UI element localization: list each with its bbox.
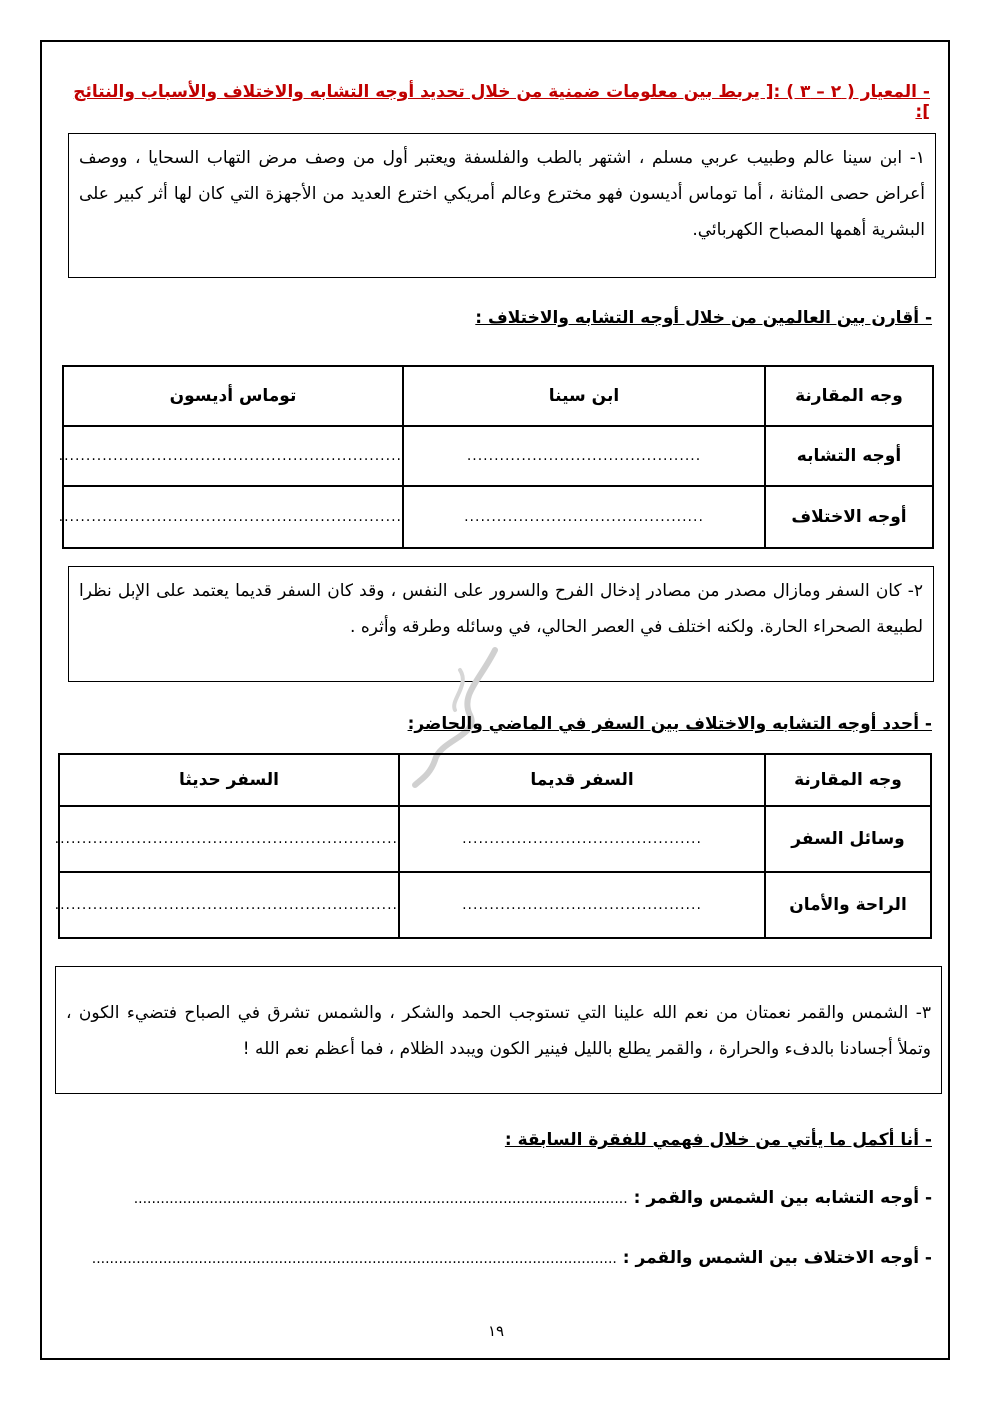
- header-cell: السفر قديما: [399, 754, 765, 806]
- table-row: [63, 486, 933, 548]
- answer-blank[interactable]: ............................................: [403, 486, 765, 548]
- answer-blank[interactable]: ...........................................: [403, 426, 765, 486]
- row-label: أوجه الاختلاف: [765, 486, 933, 548]
- answer-blank[interactable]: ............................................: [399, 872, 765, 938]
- row-label: وسائل السفر: [765, 806, 931, 872]
- header-cell: ابن سينا: [403, 366, 765, 426]
- fill-label: - أوجه الاختلاف بين الشمس والقمر :: [622, 1248, 932, 1268]
- header-cell: توماس أديسون: [63, 366, 403, 426]
- passage-2-text: ٢- كان السفر ومازال مصدر من مصادر إدخال الفرح والسرور على النفس ، وقد كان السفر قديما يعتمد على الإبل نظرا لطبيعة الصحراء الحارة. ولكنه اختلف في العصر الحالي، في وسائله وطرقه وأثره .: [79, 581, 923, 637]
- page-number: ١٩: [487, 1322, 505, 1340]
- table-row: [59, 872, 931, 938]
- answer-blank[interactable]: ...............................................................: [59, 806, 399, 872]
- header-cell: وجه المقارنة: [765, 754, 931, 806]
- question-1-heading: - أقارن بين العالمين من خلال أوجه التشابه والاختلاف :: [475, 308, 932, 328]
- answer-blank[interactable]: ............................................: [399, 806, 765, 872]
- answer-blank[interactable]: ...............................................................: [59, 872, 399, 938]
- comparison-table-1: [58, 365, 934, 549]
- table-header-row: [59, 754, 931, 806]
- comparison-table-2: [54, 753, 932, 939]
- table-row: [59, 806, 931, 872]
- fill-line-difference: [60, 1248, 932, 1268]
- fill-line-similarity: [66, 1188, 932, 1208]
- header-cell: وجه المقارنة: [765, 366, 933, 426]
- row-label: أوجه التشابه: [765, 426, 933, 486]
- row-label: الراحة والأمان: [765, 872, 931, 938]
- passage-3: [55, 966, 942, 1094]
- passage-1: [68, 133, 936, 278]
- table-header-row: [63, 366, 933, 426]
- passage-3-text: ٣- الشمس والقمر نعمتان من نعم الله علينا التي تستوجب الحمد والشكر ، والشمس تشرق في الصباح فتضيء الكون ، وتملأ أجسادنا بالدفء والحرارة ، والقمر يطلع بالليل فينير الكون ويبدد الظلام ، فما أعظم نعم الله !: [66, 1003, 931, 1059]
- question-2-heading: - أحدد أوجه التشابه والاختلاف بين السفر في الماضي والحاضر:: [407, 714, 932, 734]
- answer-blank[interactable]: ...............................................................: [63, 426, 403, 486]
- table-row: [63, 426, 933, 486]
- passage-1-text: ١- ابن سينا عالم وطبيب عربي مسلم ، اشتهر بالطب والفلسفة ويعتبر أول من وصف مرض التهاب السحايا ، ووصف أعراض حصى المثانة ، أما توماس أديسون فهو مخترع وعالم أمريكي اخترع العديد من الأجهزة التي كان لها أثر كبير على البشرية أهمها المصباح الكهربائي.: [79, 148, 925, 240]
- answer-blank[interactable]: ......................................................................................................................: [91, 1251, 617, 1267]
- standard-title: - المعيار ( ٢ – ٣ ) :[ يربط بين معلومات ضمنية من خلال تحديد أوجه التشابه والاختلاف والأسباب والنتائج ]:: [73, 82, 930, 122]
- answer-blank[interactable]: ...............................................................: [63, 486, 403, 548]
- question-3-heading: - أنا أكمل ما يأتي من خلال فهمي للفقرة السابقة :: [504, 1130, 932, 1150]
- fill-label: - أوجه التشابه بين الشمس والقمر :: [633, 1188, 932, 1208]
- header-cell: السفر حديثا: [59, 754, 399, 806]
- answer-blank[interactable]: ...............................................................................................................: [133, 1191, 628, 1207]
